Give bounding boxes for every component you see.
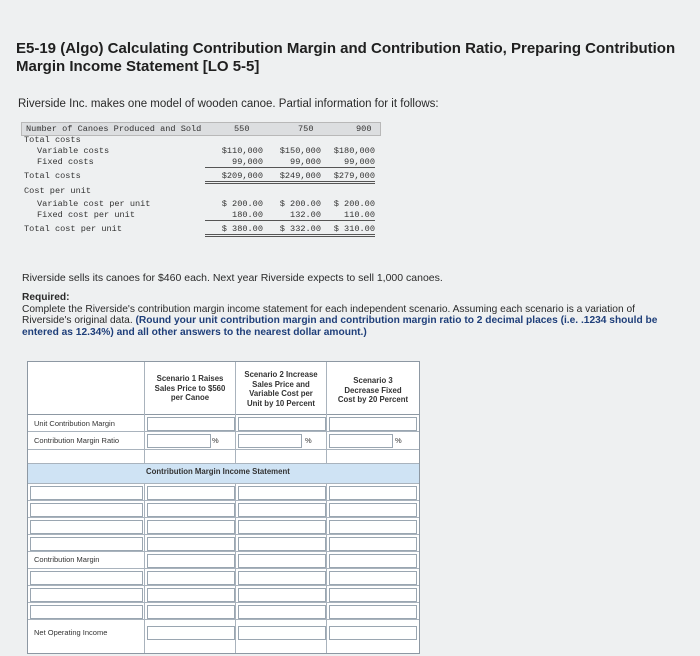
total-costs-label: Total costs bbox=[24, 171, 81, 181]
variable-costs-label: Variable costs bbox=[37, 146, 110, 156]
amount-input[interactable] bbox=[238, 537, 326, 551]
statement-label-input[interactable] bbox=[30, 520, 143, 534]
amount-input[interactable] bbox=[147, 520, 235, 534]
total-costs-900: $279,000 bbox=[317, 171, 375, 184]
cm-ratio-scenario-1-input[interactable] bbox=[147, 434, 211, 448]
statement-title-row bbox=[28, 464, 419, 484]
contribution-margin-scenario-1-input[interactable] bbox=[147, 554, 235, 568]
statement-label-input[interactable] bbox=[30, 537, 143, 551]
amount-input[interactable] bbox=[147, 588, 235, 602]
statement-row bbox=[28, 484, 419, 501]
required-block bbox=[22, 292, 682, 338]
grid-header bbox=[28, 362, 419, 415]
amount-input[interactable] bbox=[238, 486, 326, 500]
variable-per-unit-550: $ 200.00 bbox=[221, 199, 263, 209]
table-row bbox=[21, 171, 381, 182]
units-550: 550 bbox=[234, 124, 250, 134]
contribution-margin-scenario-3-input[interactable] bbox=[329, 554, 417, 568]
scenario-1-header: Scenario 1 Raises Sales Price to $560 per Canoe bbox=[154, 374, 226, 402]
contribution-margin-label: Contribution Margin bbox=[34, 555, 100, 564]
answer-grid bbox=[27, 361, 420, 654]
unit-cm-scenario-1-input[interactable] bbox=[147, 417, 235, 431]
statement-label-input[interactable] bbox=[30, 571, 143, 585]
unit-cm-scenario-2-input[interactable] bbox=[238, 417, 326, 431]
amount-input[interactable] bbox=[329, 588, 417, 602]
contribution-margin-row bbox=[28, 552, 419, 569]
units-label: Number of Canoes Produced and Sold bbox=[26, 124, 202, 134]
fixed-costs-750: 99,000 bbox=[263, 157, 321, 168]
unit-cm-scenario-3-input[interactable] bbox=[329, 417, 417, 431]
scenario-3-header: Scenario 3 Decrease Fixed Cost by 20 Percent bbox=[337, 376, 409, 404]
units-750: 750 bbox=[298, 124, 314, 134]
amount-input[interactable] bbox=[238, 503, 326, 517]
unit-cm-label: Unit Contribution Margin bbox=[34, 419, 115, 428]
cm-ratio-scenario-2-input[interactable] bbox=[238, 434, 302, 448]
table-row bbox=[21, 146, 381, 157]
cost-per-unit-heading: Cost per unit bbox=[24, 186, 92, 196]
fixed-per-unit-label: Fixed cost per unit bbox=[37, 210, 135, 220]
variable-per-unit-900: $ 200.00 bbox=[333, 199, 375, 209]
variable-costs-750: $150,000 bbox=[279, 146, 321, 156]
net-operating-income-label: Net Operating Income bbox=[34, 628, 108, 637]
net-operating-income-row bbox=[28, 620, 419, 652]
variable-costs-900: $180,000 bbox=[333, 146, 375, 156]
amount-input[interactable] bbox=[238, 605, 326, 619]
amount-input[interactable] bbox=[238, 588, 326, 602]
statement-row bbox=[28, 569, 419, 586]
amount-input[interactable] bbox=[329, 503, 417, 517]
spacer-row bbox=[28, 450, 419, 464]
total-costs-550: $209,000 bbox=[205, 171, 263, 184]
fixed-costs-550: 99,000 bbox=[205, 157, 263, 168]
variable-per-unit-label: Variable cost per unit bbox=[37, 199, 151, 209]
amount-input[interactable] bbox=[147, 503, 235, 517]
contribution-margin-scenario-2-input[interactable] bbox=[238, 554, 326, 568]
statement-row bbox=[28, 518, 419, 535]
net-operating-income-scenario-2-input[interactable] bbox=[238, 626, 326, 640]
amount-input[interactable] bbox=[329, 571, 417, 585]
cm-ratio-scenario-3-input[interactable] bbox=[329, 434, 393, 448]
scenario-2-header: Scenario 2 Increase Sales Price and Variable Cost per Unit by 10 Percent bbox=[244, 370, 318, 408]
required-text: Complete the Riverside's contribution margin income statement for each independent scenario. Assuming each scenario is a variation of Riverside's original data. bbox=[22, 303, 635, 326]
sells-text: Riverside sells its canoes for $460 each. Next year Riverside expects to sell 1,000 canoes. bbox=[22, 272, 443, 284]
percent-sign: % bbox=[305, 436, 312, 445]
total-per-unit-label: Total cost per unit bbox=[24, 224, 122, 234]
table-row bbox=[21, 135, 381, 146]
required-label: Required: bbox=[22, 292, 70, 303]
total-per-unit-550: $ 380.00 bbox=[205, 224, 263, 237]
intro-text: Riverside Inc. makes one model of wooden canoe. Partial information for it follows: bbox=[18, 98, 439, 110]
units-900: 900 bbox=[356, 124, 372, 134]
amount-input[interactable] bbox=[147, 571, 235, 585]
statement-label-input[interactable] bbox=[30, 605, 143, 619]
table-row bbox=[21, 224, 381, 235]
percent-sign: % bbox=[212, 436, 219, 445]
total-per-unit-900: $ 310.00 bbox=[317, 224, 375, 237]
statement-row bbox=[28, 586, 419, 603]
amount-input[interactable] bbox=[147, 486, 235, 500]
amount-input[interactable] bbox=[238, 520, 326, 534]
net-operating-income-scenario-1-input[interactable] bbox=[147, 626, 235, 640]
percent-sign: % bbox=[395, 436, 402, 445]
cm-ratio-row bbox=[28, 432, 419, 450]
statement-title: Contribution Margin Income Statement bbox=[146, 467, 290, 476]
page-title: E5-19 (Algo) Calculating Contribution Margin and Contribution Ratio, Preparing Contribution Margin Income Statement [LO 5-5] bbox=[16, 40, 676, 75]
fixed-per-unit-750: 132.00 bbox=[263, 210, 321, 221]
statement-label-input[interactable] bbox=[30, 486, 143, 500]
table-row bbox=[21, 186, 381, 197]
amount-input[interactable] bbox=[147, 537, 235, 551]
fixed-costs-900: 99,000 bbox=[317, 157, 375, 168]
total-costs-heading: Total costs bbox=[24, 135, 81, 145]
variable-costs-550: $110,000 bbox=[221, 146, 263, 156]
net-operating-income-scenario-3-input[interactable] bbox=[329, 626, 417, 640]
amount-input[interactable] bbox=[329, 605, 417, 619]
statement-row bbox=[28, 535, 419, 552]
statement-label-input[interactable] bbox=[30, 588, 143, 602]
amount-input[interactable] bbox=[147, 605, 235, 619]
amount-input[interactable] bbox=[329, 486, 417, 500]
fixed-per-unit-550: 180.00 bbox=[205, 210, 263, 221]
statement-row bbox=[28, 501, 419, 518]
cm-ratio-label: Contribution Margin Ratio bbox=[34, 436, 120, 445]
table-row bbox=[21, 210, 381, 221]
table-row bbox=[21, 157, 381, 168]
fixed-costs-label: Fixed costs bbox=[37, 157, 94, 167]
variable-per-unit-750: $ 200.00 bbox=[279, 199, 321, 209]
amount-input[interactable] bbox=[329, 520, 417, 534]
unit-cm-row bbox=[28, 415, 419, 432]
amount-input[interactable] bbox=[238, 571, 326, 585]
amount-input[interactable] bbox=[329, 537, 417, 551]
required-rounding-note: (Round your unit contribution margin and contribution margin ratio to 2 decimal places (i.e. .1234 should be entered as 12.34%) and all other answers to the nearest dollar amount.) bbox=[22, 315, 658, 338]
table-row bbox=[21, 199, 381, 210]
statement-row bbox=[28, 603, 419, 620]
total-per-unit-750: $ 332.00 bbox=[263, 224, 321, 237]
table-header-row bbox=[21, 122, 381, 136]
statement-label-input[interactable] bbox=[30, 503, 143, 517]
total-costs-750: $249,000 bbox=[263, 171, 321, 184]
fixed-per-unit-900: 110.00 bbox=[317, 210, 375, 221]
